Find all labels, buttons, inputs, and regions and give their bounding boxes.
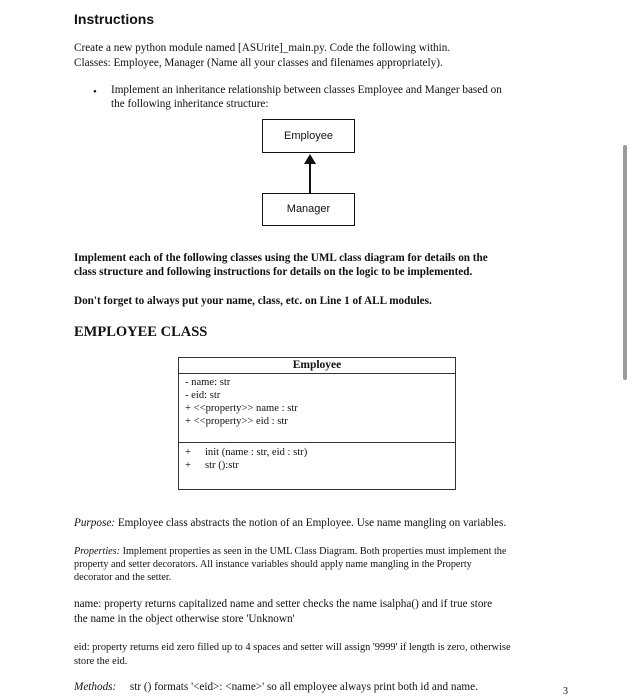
properties-line-3: decorator and the setter. [74,572,172,583]
name-rule-line-2: the name in the object otherwise store 'Unknown' [74,613,295,625]
page-heading: Instructions [74,11,155,27]
properties-line-1: Implement properties as seen in the UML Class Diagram. Both properties must implement the [122,546,507,557]
page-number: 3 [563,686,568,697]
uml-class-name: Employee [179,358,455,374]
implement-line-1: Implement each of the following classes using the UML class diagram for details on the [74,252,488,264]
vertical-scrollbar[interactable] [623,145,627,380]
properties-label: Properties: [74,546,121,557]
methods-paragraph [74,680,478,694]
inheritance-arrow [290,153,330,195]
section-title: EMPLOYEE CLASS [74,324,208,340]
uml-methods [179,443,455,472]
uml-attribute: + <<property>> name : str [185,403,298,414]
bullet-dot: • [93,86,97,98]
purpose-text: Employee class abstracts the notion of an Employee. Use name mangling on variables. [117,517,507,529]
properties-line-2: property and setter decorators. All instance variables should apply name mangling in the Property [74,559,472,570]
uml-method [185,446,455,459]
methods-text: str () formats '<eid>: <name>' so all employee always print both id and name. [129,681,478,693]
purpose-paragraph [74,516,506,530]
employee-diagram-box: Employee [262,119,355,153]
implement-line-2: class structure and following instructions for details on the logic to be implemented. [74,266,473,278]
manager-diagram-box: Manager [262,193,355,226]
reminder-text: Don't forget to always put your name, class, etc. on Line 1 of ALL modules. [74,295,432,307]
uml-attribute: + <<property>> eid : str [185,416,288,427]
bullet-text [111,84,561,111]
name-rule-line-1: name: property returns capitalized name and setter checks the name isalpha() and if true store [74,598,493,610]
inheritance-arrowhead [304,154,316,164]
intro-line-1: Create a new python module named [ASUrite]_main.py. Code the following within. [74,42,451,54]
properties-paragraph [74,545,506,584]
bullet-line-1: Implement an inheritance relationship between classes Employee and Manger based on [111,84,502,96]
methods-label: Methods: [74,681,117,693]
uml-method-visibility: + [185,460,191,471]
eid-rule-line-1: eid: property returns eid zero filled up to 4 spaces and setter will assign '9999' if length is zero, otherwise [74,642,511,653]
uml-attribute: - name: str [185,377,231,388]
uml-attributes [179,374,455,443]
uml-method-signature: init (name : str, eid : str) [204,447,308,458]
bullet-line-2: the following inheritance structure: [111,97,269,110]
uml-method-signature: str ():str [204,460,239,471]
eid-rule-line-2: store the eid. [74,656,128,667]
uml-method-visibility: + [185,447,191,458]
uml-class-diagram [178,357,456,490]
uml-method [185,459,455,472]
uml-attribute: - eid: str [185,390,221,401]
purpose-label: Purpose: [74,517,116,529]
intro-line-2: Classes: Employee, Manager (Name all your classes and filenames appropriately). [74,57,443,69]
